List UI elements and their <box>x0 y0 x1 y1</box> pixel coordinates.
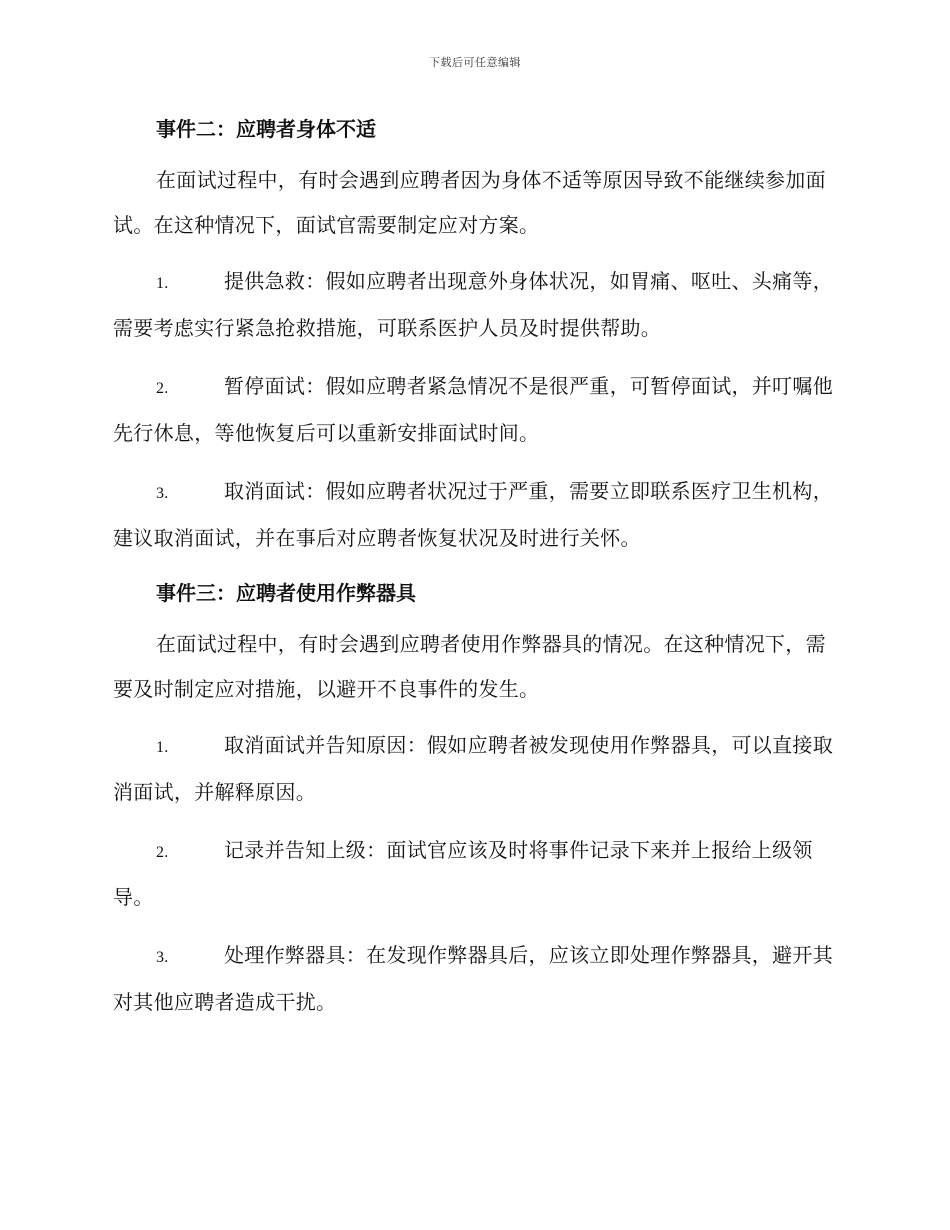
list-item <box>113 828 835 920</box>
list-item-text: 处理作弊器具：在发现作弊器具后，应该立即处理作弊器具，避开其对其他应聘者造成干扰。 <box>113 943 833 1014</box>
list-item <box>113 469 835 561</box>
section-heading-event-3: 事件三：应聘者使用作弊器具 <box>156 581 416 605</box>
list-item-number: 3. <box>156 949 169 966</box>
list-item <box>113 364 835 456</box>
list-item-number: 2. <box>156 844 169 861</box>
list-item-text: 暂停面试：假如应聘者紧急情况不是很严重，可暂停面试，并叮嘱他先行休息，等他恢复后可以重新安排面试时间。 <box>113 374 833 445</box>
list-item-number: 1. <box>156 739 169 756</box>
list-item-number: 3. <box>156 485 169 502</box>
list-item-text: 记录并告知上级：面试官应该及时将事件记录下来并上报给上级领导。 <box>113 838 813 909</box>
section-intro-event-2: 在面试过程中，有时会遇到应聘者因为身体不适等原因导致不能继续参加面试。在这种情况下，面试官需要制定应对方案。 <box>113 168 826 237</box>
section-intro-event-3: 在面试过程中，有时会遇到应聘者使用作弊器具的情况。在这种情况下，需要及时制定应对措施，以避开不良事件的发生。 <box>113 632 826 701</box>
list-item <box>113 259 835 351</box>
list-item-number: 2. <box>156 380 169 397</box>
list-item <box>113 933 835 1025</box>
page-header: 下载后可任意编辑 <box>429 56 521 69</box>
document-body <box>113 110 835 1038</box>
section-heading-event-2: 事件二：应聘者身体不适 <box>156 117 376 141</box>
list-item-text: 取消面试并告知原因：假如应聘者被发现使用作弊器具，可以直接取消面试，并解释原因。 <box>113 733 833 804</box>
list-item-text: 提供急救：假如应聘者出现意外身体状况，如胃痛、呕吐、头痛等，需要考虑实行紧急抢救措施，可联系医护人员及时提供帮助。 <box>113 269 833 340</box>
list-item-number: 1. <box>156 275 169 292</box>
list-item-text: 取消面试：假如应聘者状况过于严重，需要立即联系医疗卫生机构，建议取消面试，并在事后对应聘者恢复状况及时进行关怀。 <box>113 479 833 550</box>
list-item <box>113 723 835 815</box>
